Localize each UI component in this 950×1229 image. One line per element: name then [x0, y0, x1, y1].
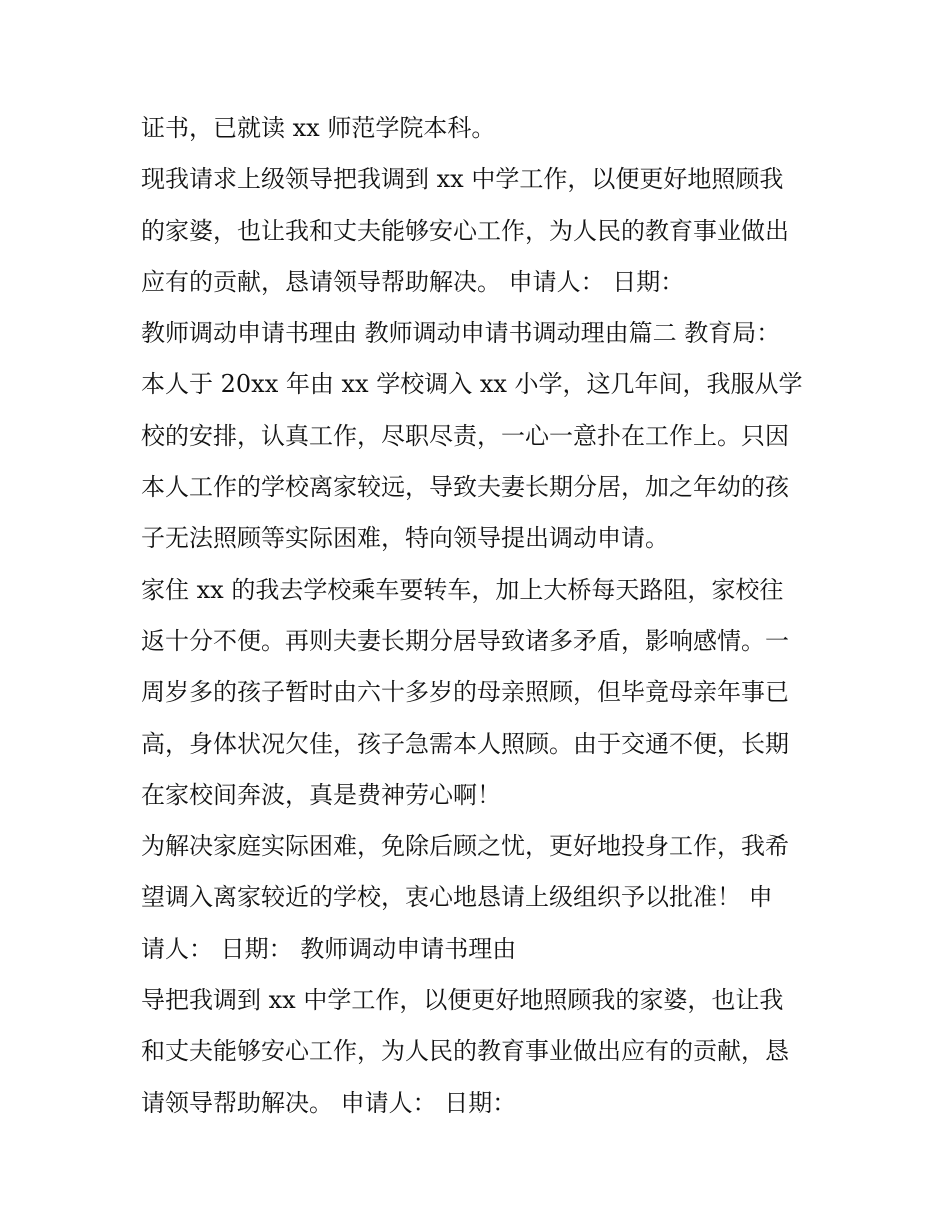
text-line: 子无法照顾等实际困难，特向领导提出调动申请。: [141, 524, 669, 553]
text-line: 为解决家庭实际困难，免除后顾之忧，更好地投身工作，我希: [141, 832, 789, 861]
text-line: 高，身体状况欠佳，孩子急需本人照顾。由于交通不便，长期: [141, 729, 789, 758]
text-line: 导把我调到 xx 中学工作，以便更好地照顾我的家婆，也让我: [141, 986, 784, 1015]
text-line: 请领导帮助解决。 申请人： 日期：: [141, 1088, 517, 1117]
text-line: 教师调动申请书理由 教师调动申请书调动理由篇二 教育局：: [141, 319, 781, 348]
document-body: [141, 103, 821, 1129]
text-line: 周岁多的孩子暂时由六十多岁的母亲照顾，但毕竟母亲年事已: [141, 678, 789, 707]
text-line: 现我请求上级领导把我调到 xx 中学工作，以便更好地照顾我: [141, 165, 784, 194]
text-line: 请人： 日期： 教师调动申请书理由: [141, 934, 517, 963]
text-line: 返十分不便。再则夫妻长期分居导致诸多矛盾，影响感情。一: [141, 626, 789, 655]
text-line: 和丈夫能够安心工作，为人民的教育事业做出应有的贡献，恳: [141, 1037, 789, 1066]
text-line: 证书，已就读 xx 师范学院本科。: [141, 114, 496, 142]
text-line: 应有的贡献，恳请领导帮助解决。 申请人： 日期：: [141, 267, 685, 296]
text-line: 校的安排，认真工作，尽职尽责，一心一意扑在工作上。只因: [141, 421, 789, 450]
text-line: 望调入离家较近的学校，衷心地恳请上级组织予以批准！ 申: [141, 883, 773, 912]
text-line: 的家婆，也让我和丈夫能够安心工作，为人民的教育事业做出: [141, 216, 789, 245]
text-line: 本人于 20xx 年由 xx 学校调入 xx 小学，这几年间，我服从学: [141, 370, 803, 399]
text-line: 本人工作的学校离家较远，导致夫妻长期分居，加之年幼的孩: [141, 473, 789, 502]
text-line: 家住 xx 的我去学校乘车要转车，加上大桥每天路阻，家校往: [141, 575, 784, 604]
text-line: 在家校间奔波，真是费神劳心啊！: [141, 780, 501, 809]
